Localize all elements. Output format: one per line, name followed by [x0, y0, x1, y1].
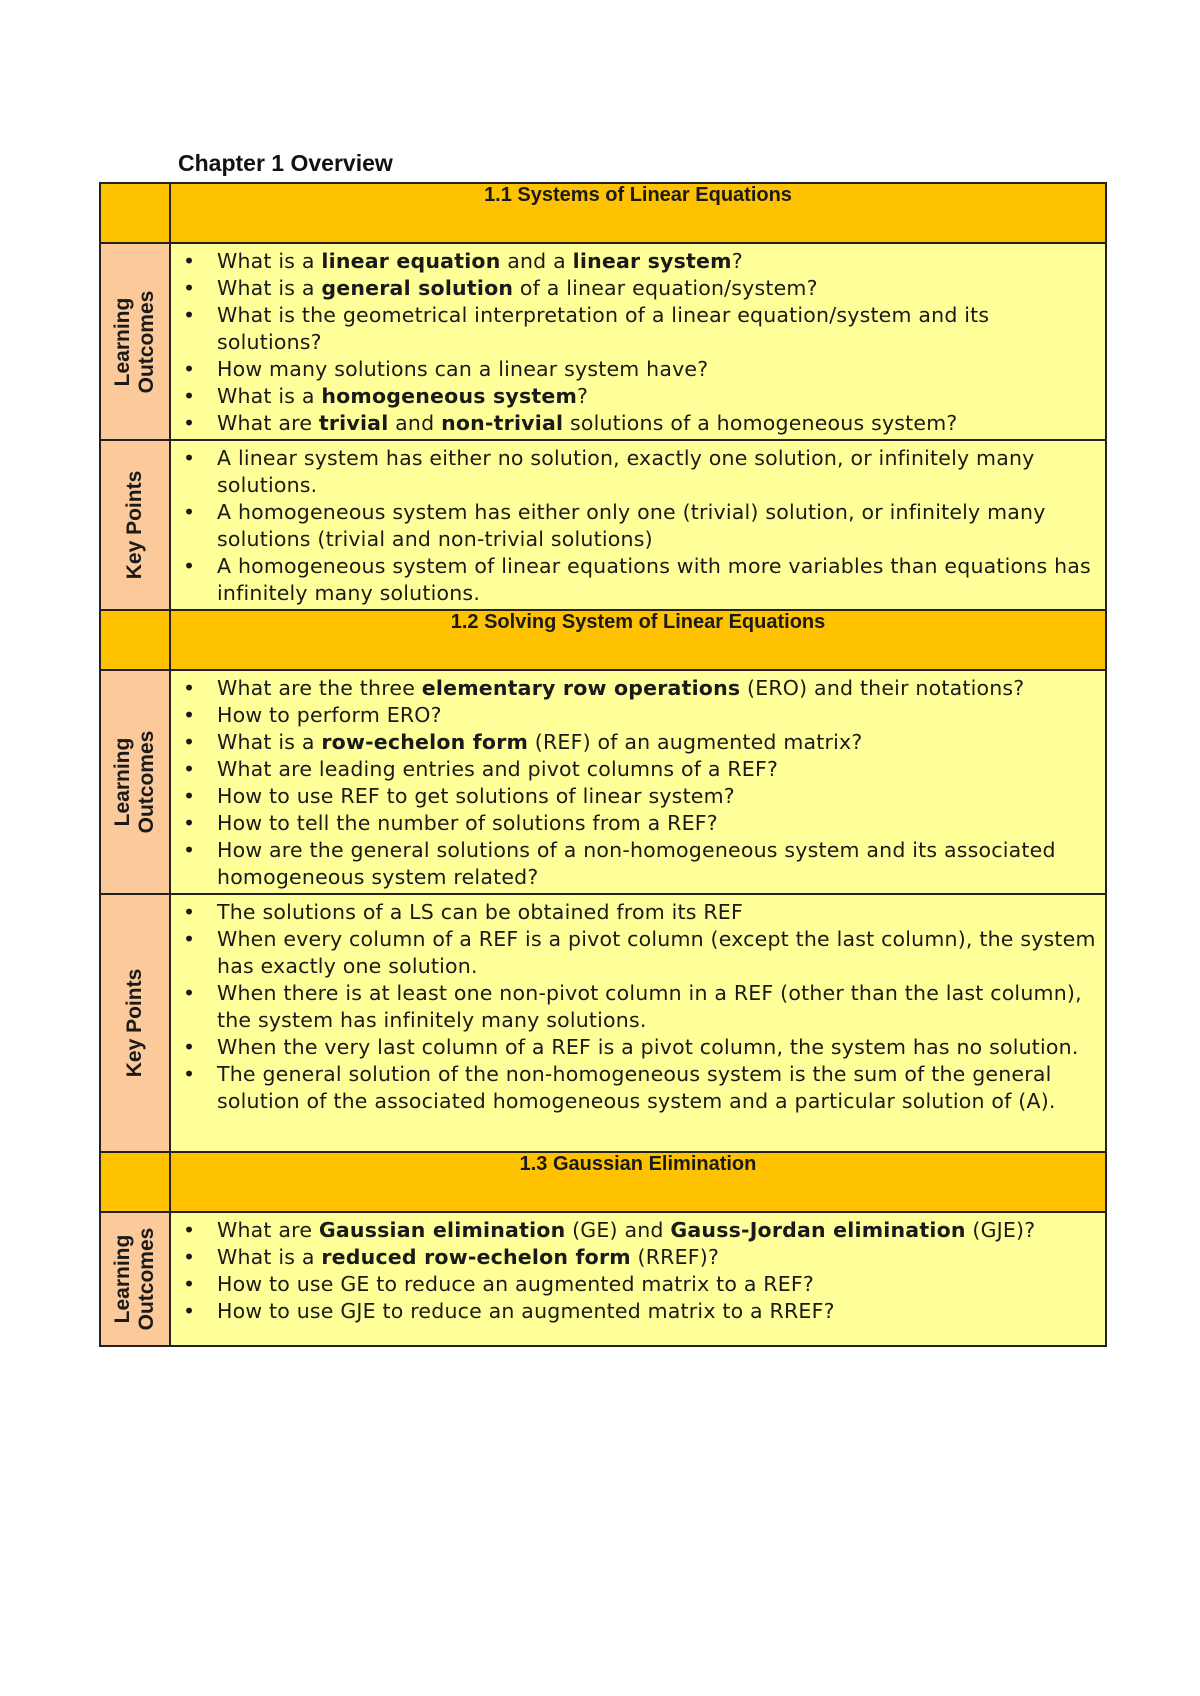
bullet-icon: • [183, 1035, 196, 1059]
list-item [171, 783, 1097, 810]
section-header-blank-cell [100, 183, 170, 243]
key-points-list-cell [170, 894, 1106, 1152]
bullet-icon: • [183, 981, 196, 1005]
item-text: (GE) and [565, 1218, 671, 1242]
section-header-cell [170, 610, 1106, 670]
section-title: 1.1 Systems of Linear Equations [484, 184, 792, 206]
list-item [171, 302, 1097, 356]
item-text: and a [500, 249, 573, 273]
bold-term: linear system [572, 249, 732, 273]
bullet-icon: • [183, 927, 196, 951]
item-text: A linear system has either no solution, exactly one solution, or infinitely many solutions. [217, 446, 1035, 497]
list-item [171, 1244, 1097, 1271]
learning-outcomes-list-cell [170, 1212, 1106, 1346]
learning-outcomes-label-cell [100, 670, 170, 894]
item-text: How to use REF to get solutions of linear system? [217, 784, 735, 808]
item-text: What are leading entries and pivot columns of a REF? [217, 757, 779, 781]
learning-outcomes-row [100, 670, 1106, 894]
label-line: Key Points [123, 968, 146, 1078]
bold-term: linear equation [321, 249, 501, 273]
learning-outcomes-list-cell [170, 243, 1106, 440]
bold-term: Gauss-Jordan elimination [670, 1218, 966, 1242]
key-points-row [100, 894, 1106, 1152]
label-line: Learning [111, 737, 134, 827]
bullet-icon: • [183, 1218, 196, 1242]
item-text: What is a [217, 276, 322, 300]
section-header-row [100, 1152, 1106, 1212]
label-line: Outcomes [135, 730, 158, 834]
bullet-icon: • [183, 303, 196, 327]
list-item [171, 275, 1097, 302]
list-item [171, 1271, 1097, 1298]
bullet-icon: • [183, 411, 196, 435]
list-item [171, 383, 1097, 410]
bullet-list [171, 441, 1105, 609]
learning-outcomes-label-cell [100, 243, 170, 440]
overview-table [99, 182, 1107, 1347]
bullet-icon: • [183, 446, 196, 470]
bold-term: trivial [318, 411, 389, 435]
list-item [171, 1298, 1097, 1325]
item-text: What is a [217, 1245, 322, 1269]
label-line: Learning [111, 297, 134, 386]
list-item [171, 1061, 1097, 1115]
section-title: 1.3 Gaussian Elimination [519, 1153, 757, 1175]
item-text: How to tell the number of solutions from a REF? [217, 811, 718, 835]
list-item [171, 810, 1097, 837]
item-text: (ERO) and their notations? [740, 676, 1025, 700]
list-item [171, 248, 1097, 275]
key-points-list-cell [170, 440, 1106, 610]
learning-outcomes-label [111, 290, 159, 393]
bullet-icon: • [183, 900, 196, 924]
list-item [171, 445, 1097, 499]
bold-term: Gaussian elimination [318, 1218, 566, 1242]
learning-outcomes-label-cell [100, 1212, 170, 1346]
bullet-icon: • [183, 357, 196, 381]
learning-outcomes-row [100, 1212, 1106, 1346]
bullet-icon: • [183, 500, 196, 524]
item-text: What is a [217, 730, 322, 754]
learning-outcomes-list-cell [170, 670, 1106, 894]
list-item [171, 926, 1097, 980]
label-line: Key Points [123, 470, 146, 580]
item-text: of a linear equation/system? [513, 276, 818, 300]
bullet-icon: • [183, 384, 196, 408]
section-header-cell [170, 1152, 1106, 1212]
item-text: What is the geometrical interpretation of a linear equation/system and its solutions? [217, 303, 990, 354]
key-points-label-cell [100, 894, 170, 1152]
item-text: and [388, 411, 442, 435]
item-text: How to perform ERO? [217, 703, 442, 727]
section-header-cell [170, 183, 1106, 243]
bullet-list [171, 244, 1105, 439]
item-text: (GJE)? [965, 1218, 1036, 1242]
label-line: Learning [111, 1234, 134, 1324]
item-text: What are [217, 1218, 319, 1242]
list-item [171, 553, 1097, 607]
item-text: (REF) of an augmented matrix? [528, 730, 863, 754]
bullet-icon: • [183, 676, 196, 700]
bullet-icon: • [183, 1062, 196, 1086]
bold-term: row-echelon form [321, 730, 529, 754]
bold-term: non-trivial [441, 411, 564, 435]
item-text: The solutions of a LS can be obtained from its REF [217, 900, 743, 924]
bold-term: reduced row-echelon form [321, 1245, 631, 1269]
bold-term: homogeneous system [321, 384, 578, 408]
item-text: When every column of a REF is a pivot column (except the last column), the system has exactly one solution. [217, 927, 1096, 978]
bullet-icon: • [183, 703, 196, 727]
list-item [171, 980, 1097, 1034]
item-text: What are the three [217, 676, 422, 700]
learning-outcomes-label [111, 1228, 159, 1331]
bullet-icon: • [183, 730, 196, 754]
learning-outcomes-row [100, 243, 1106, 440]
item-text: ? [731, 249, 743, 273]
bullet-icon: • [183, 838, 196, 862]
section-title: 1.2 Solving System of Linear Equations [450, 611, 826, 633]
bullet-icon: • [183, 249, 196, 273]
list-item [171, 410, 1097, 437]
bullet-list [171, 671, 1105, 893]
item-text: ? [577, 384, 589, 408]
learning-outcomes-label [111, 731, 159, 834]
item-text: A homogeneous system has either only one (trivial) solution, or infinitely many solutions (trivial and non-trivial solutions) [217, 500, 1046, 551]
item-text: How to use GE to reduce an augmented matrix to a REF? [217, 1272, 814, 1296]
label-line: Outcomes [135, 290, 158, 393]
list-item [171, 675, 1097, 702]
bullet-icon: • [183, 1245, 196, 1269]
key-points-label [123, 969, 147, 1078]
bullet-icon: • [183, 1272, 196, 1296]
item-text: solutions of a homogeneous system? [563, 411, 958, 435]
page-title: Chapter 1 Overview [178, 150, 393, 176]
section-header-blank-cell [100, 610, 170, 670]
item-text: How many solutions can a linear system have? [217, 357, 709, 381]
bold-term: general solution [321, 276, 514, 300]
bullet-icon: • [183, 554, 196, 578]
list-item [171, 899, 1097, 926]
key-points-label-cell [100, 440, 170, 610]
item-text: A homogeneous system of linear equations with more variables than equations has infinitely many solutions. [217, 554, 1091, 605]
section-header-row [100, 183, 1106, 243]
item-text: How to use GJE to reduce an augmented matrix to a RREF? [217, 1299, 835, 1323]
list-item [171, 356, 1097, 383]
item-text: How are the general solutions of a non-homogeneous system and its associated homogeneous system related? [217, 838, 1056, 889]
bullet-icon: • [183, 784, 196, 808]
bullet-icon: • [183, 1299, 196, 1323]
list-item [171, 756, 1097, 783]
item-text: When there is at least one non-pivot column in a REF (other than the last column), the system has infinitely many solutions. [217, 981, 1082, 1032]
list-item [171, 702, 1097, 729]
label-line: Outcomes [135, 1227, 158, 1331]
bullet-icon: • [183, 811, 196, 835]
bullet-list [171, 1213, 1105, 1327]
key-points-row [100, 440, 1106, 610]
bold-term: elementary row operations [421, 676, 741, 700]
item-text: What is a [217, 249, 322, 273]
item-text: What is a [217, 384, 322, 408]
item-text: What are [217, 411, 319, 435]
list-item [171, 837, 1097, 891]
list-item [171, 1217, 1097, 1244]
item-text: (RREF)? [630, 1245, 720, 1269]
item-text: The general solution of the non-homogeneous system is the sum of the general solution of the associated homogeneous system and a particular solution of (A). [217, 1062, 1056, 1113]
bullet-list [171, 895, 1105, 1117]
section-header-blank-cell [100, 1152, 170, 1212]
list-item [171, 499, 1097, 553]
section-header-row [100, 610, 1106, 670]
bullet-icon: • [183, 276, 196, 300]
key-points-label [123, 471, 147, 580]
item-text: When the very last column of a REF is a pivot column, the system has no solution. [217, 1035, 1079, 1059]
list-item [171, 1034, 1097, 1061]
bullet-icon: • [183, 757, 196, 781]
list-item [171, 729, 1097, 756]
